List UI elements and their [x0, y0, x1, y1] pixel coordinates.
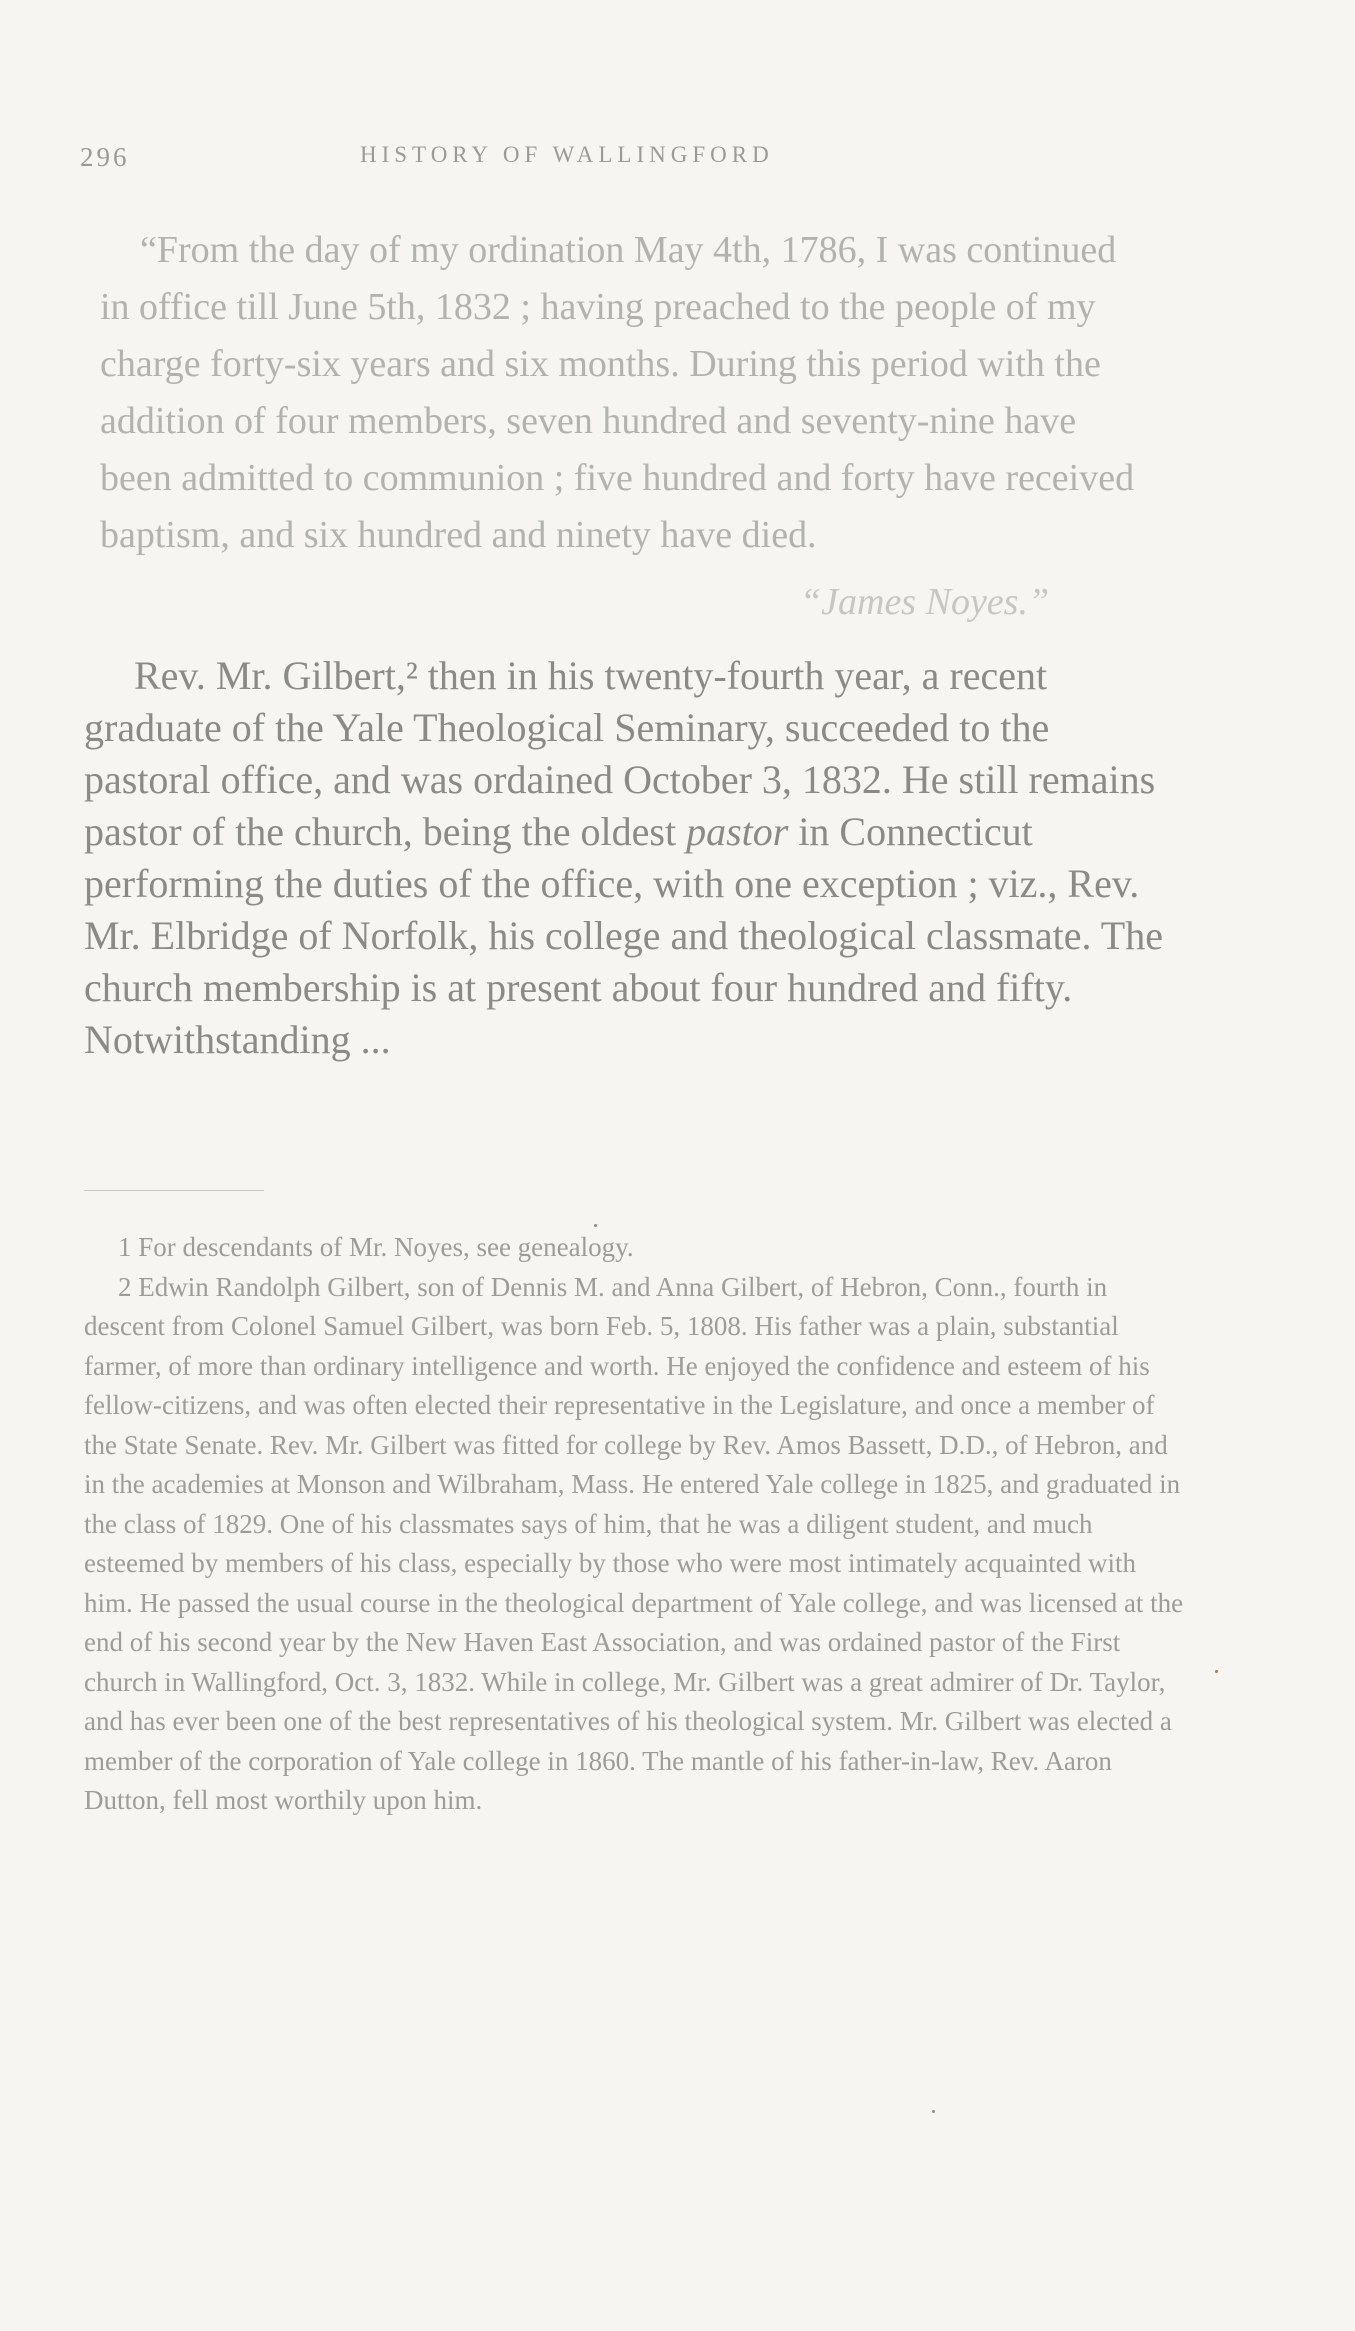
running-title: HISTORY OF WALLINGFORD [360, 142, 774, 167]
page-number: 296 [80, 142, 130, 172]
block-quote [100, 222, 1140, 623]
paragraph-text-start: Rev. Mr. Gilbert,² then in his twenty-fourth year, a recent graduate of the Yale Theological Seminary, succeeded to the pastoral office, and was ordained October 3, 1832. He still remains pastor of the church, being the oldest [84, 653, 1156, 854]
paper-speck [1215, 1670, 1218, 1673]
paper-speck [594, 1224, 597, 1227]
paragraph-text-end: in Connecticut performing the duties of the office, with one exception ; viz., Rev. Mr. Elbridge of Norfolk, his college and theological classmate. The church membership is at present about four hundred and fifty. Notwithstanding ... [84, 809, 1163, 1062]
quote-attribution: “James Noyes.” [800, 581, 1050, 623]
footnote-divider [84, 1190, 264, 1191]
footnote-1: 1 For descendants of Mr. Noyes, see genealogy. [118, 1232, 634, 1262]
footnote-2: 2 Edwin Randolph Gilbert, son of Dennis M. and Anna Gilbert, of Hebron, Conn., fourth in descent from Colonel Samuel Gilbert, was born Feb. 5, 1808. His father was a plain, substantial farmer, of more than ordinary intelligence and worth. He enjoyed the confidence and esteem of his fellow-citizens, and was often elected their representative in the Legislature, and once a member of the State Senate. Rev. Mr. Gilbert was fitted for college by Rev. Amos Bassett, D.D., of Hebron, and in the academies at Monson and Wilbraham, Mass. He entered Yale college in 1825, and graduated in the class of 1829. One of his classmates says of him, that he was a diligent student, and much esteemed by members of his class, especially by those who were most intimately acquainted with him. He passed the usual course in the theological department of Yale college, and was licensed at the end of his second year by the New Haven East Association, and was ordained pastor of the First church in Wallingford, Oct. 3, 1832. While in college, Mr. Gilbert was a great admirer of Dr. Taylor, and has ever been one of the best representatives of his theological system. Mr. Gilbert was elected a member of the corporation of Yale college in 1860. The mantle of his father-in-law, Rev. Aaron Dutton, fell most worthily upon him. [84, 1271, 1184, 1815]
footnotes [84, 1228, 1184, 1821]
main-paragraph [84, 650, 1164, 1066]
quote-text: “From the day of my ordination May 4th, 1786, I was continued in office till June 5th, 1832 ; having preached to the people of my charge forty-six years and six months. During this period with the addition of four members, seven hundred and seventy-nine have been admitted to communion ; five hundred and forty have received baptism, and six hundred and ninety have died. [100, 229, 1135, 556]
emphasized-word: pastor [686, 809, 789, 854]
page-header [80, 142, 1180, 182]
paper-speck [932, 2110, 935, 2113]
paragraph [84, 650, 1164, 1066]
